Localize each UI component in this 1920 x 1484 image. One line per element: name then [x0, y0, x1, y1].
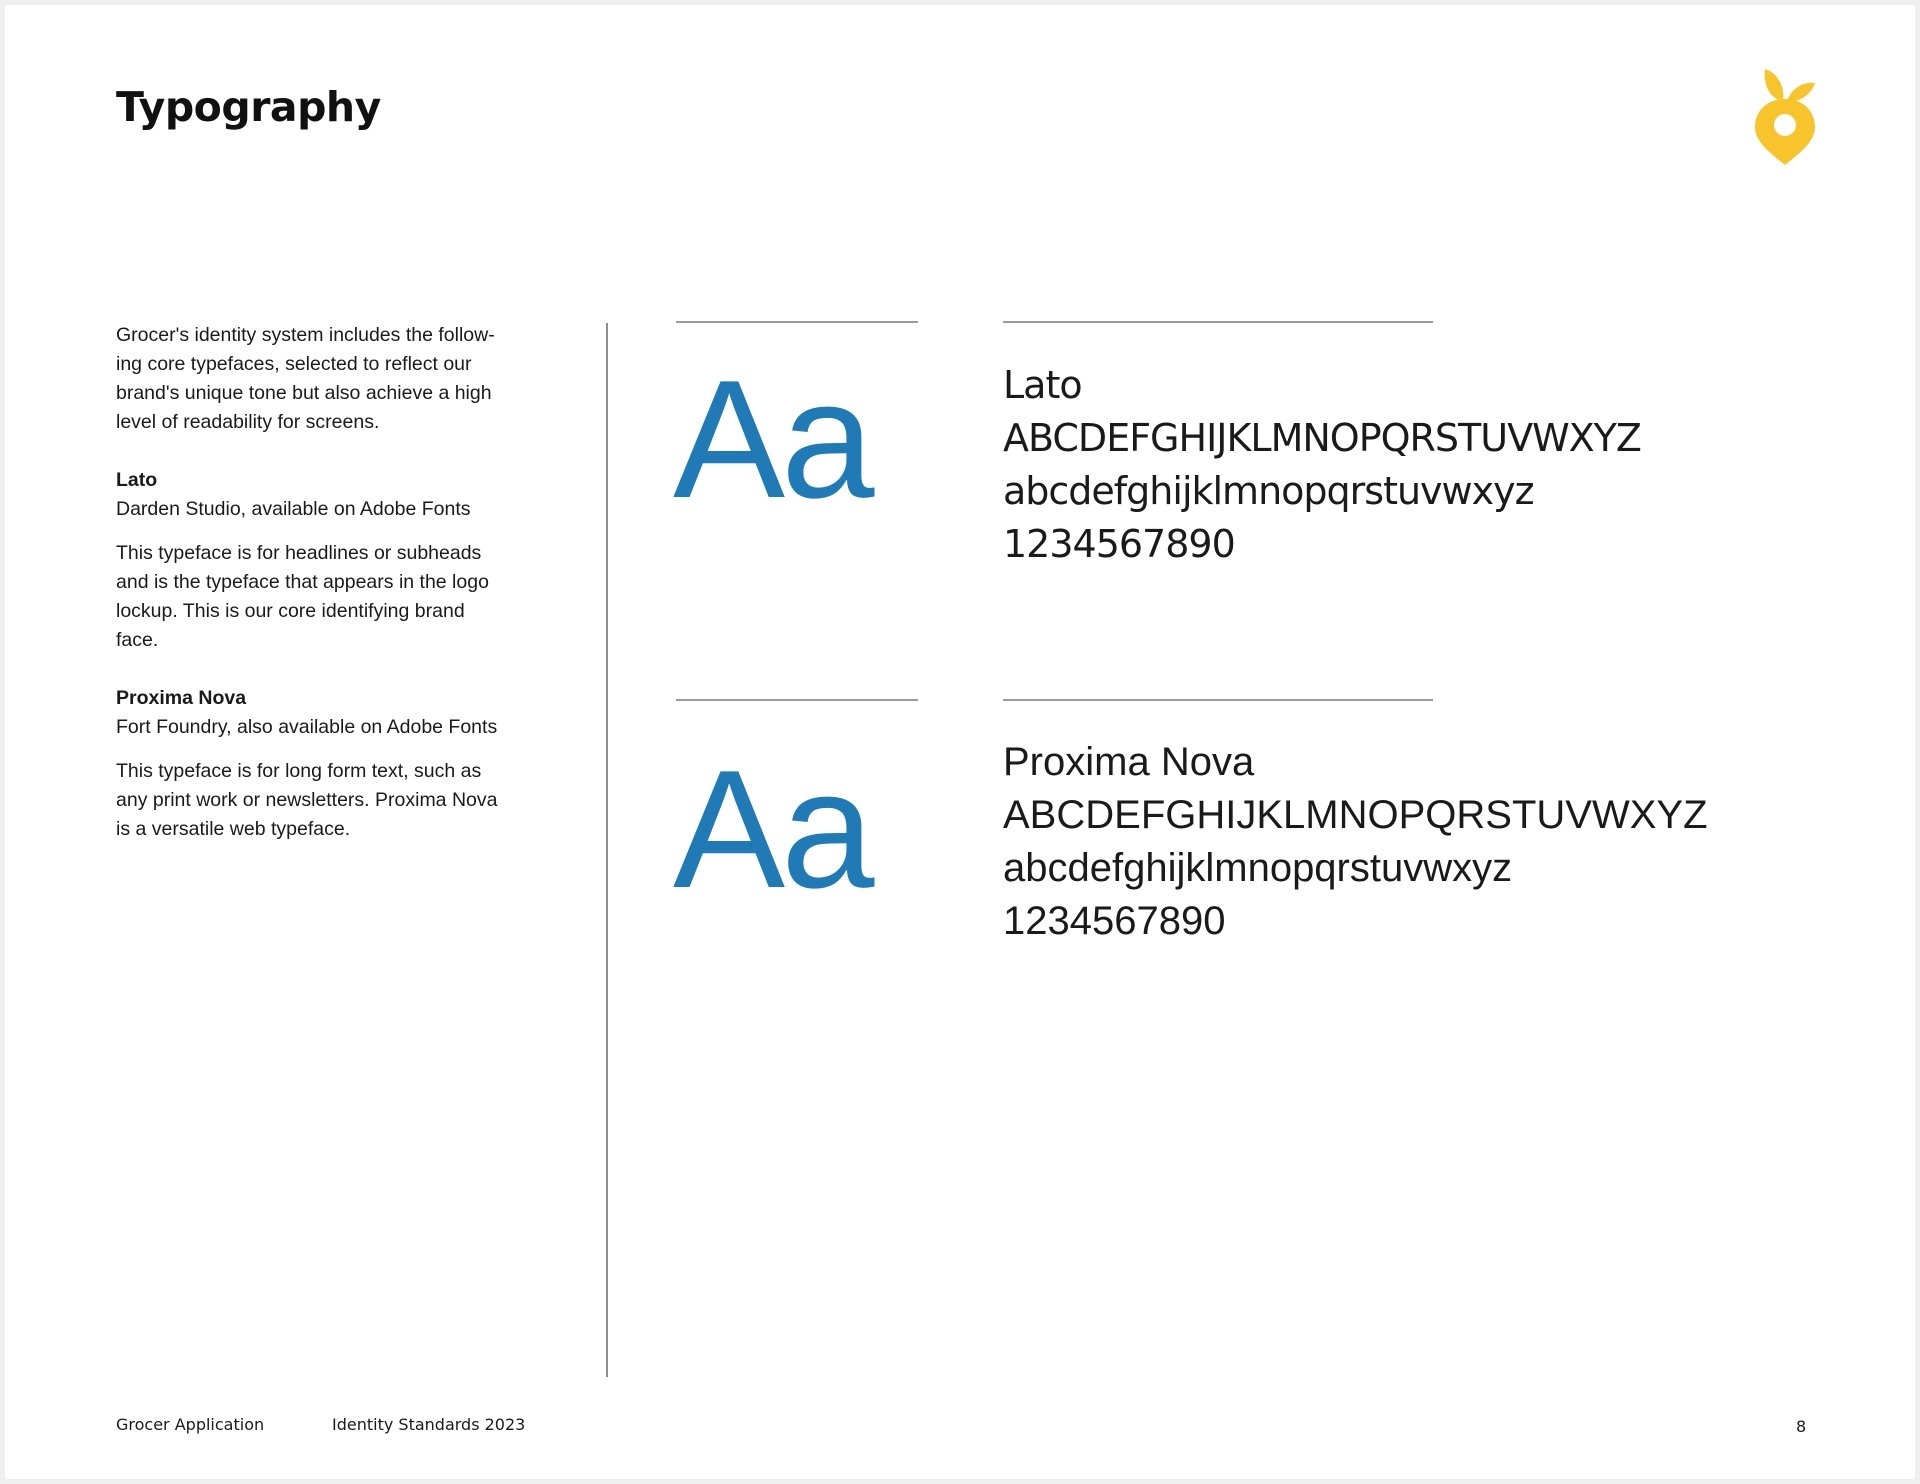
specimen-lowercase: abcdefghijklmnopqrstuvwxyz — [1003, 846, 1513, 890]
description-line: lockup. This is our core identifying brand — [116, 600, 465, 622]
page-number: 8 — [1796, 1417, 1807, 1436]
typeface-block-proxima-nova — [116, 684, 546, 844]
typeface-source: Fort Foundry, also available on Adobe Fonts — [116, 716, 498, 738]
description-line: face. — [116, 629, 159, 651]
intro-line: level of readability for screens. — [116, 411, 380, 433]
divider-rule — [1003, 699, 1433, 701]
grocer-pin-leaf-icon — [1753, 61, 1817, 165]
description-line: This typeface is for long form text, such as — [116, 760, 482, 782]
footer-app-name: Grocer Application — [116, 1415, 265, 1434]
description-line: and is the typeface that appears in the logo — [116, 571, 489, 593]
intro-line: brand's unique tone but also achieve a high — [116, 382, 492, 404]
divider-rule — [1003, 321, 1433, 323]
divider-rule — [676, 321, 918, 323]
intro-line: ing core typefaces, selected to reflect our — [116, 353, 472, 375]
description-line: is a versatile web typeface. — [116, 818, 351, 840]
specimen-numerals: 1234567890 — [1003, 899, 1226, 943]
footer-document-name: Identity Standards 2023 — [332, 1415, 526, 1434]
specimen-uppercase: ABCDEFGHIJKLMNOPQRSTUVWXYZ — [1003, 416, 1641, 460]
typeface-source: Darden Studio, available on Adobe Fonts — [116, 498, 471, 520]
lato-specimen — [1003, 359, 1903, 571]
specimen-uppercase: ABCDEFGHIJKLMNOPQRSTUVWXYZ — [1003, 793, 1708, 837]
lato-sample-glyphs: Aa — [673, 345, 871, 533]
typeface-name: Lato — [116, 469, 158, 491]
typeface-description-column — [116, 321, 546, 873]
intro-paragraph — [116, 321, 546, 437]
description-line: This typeface is for headlines or subheads — [116, 542, 482, 564]
proxima-nova-sample-glyphs: Aa — [673, 735, 871, 923]
specimen-name: Proxima Nova — [1003, 740, 1255, 784]
divider-rule — [676, 699, 918, 701]
typeface-name: Proxima Nova — [116, 687, 247, 709]
intro-line: Grocer's identity system includes the follow- — [116, 324, 495, 346]
description-line: any print work or newsletters. Proxima Nova — [116, 789, 498, 811]
typeface-description — [116, 539, 546, 655]
typeface-description — [116, 757, 546, 844]
page-title: Typography — [116, 83, 381, 131]
document-page — [5, 5, 1915, 1479]
specimen-numerals: 1234567890 — [1003, 522, 1235, 566]
specimen-name: Lato — [1003, 363, 1082, 407]
column-divider — [606, 323, 608, 1377]
typeface-block-lato — [116, 466, 546, 655]
specimen-lowercase: abcdefghijklmnopqrstuvwxyz — [1003, 469, 1534, 513]
proxima-nova-specimen — [1003, 736, 1903, 948]
